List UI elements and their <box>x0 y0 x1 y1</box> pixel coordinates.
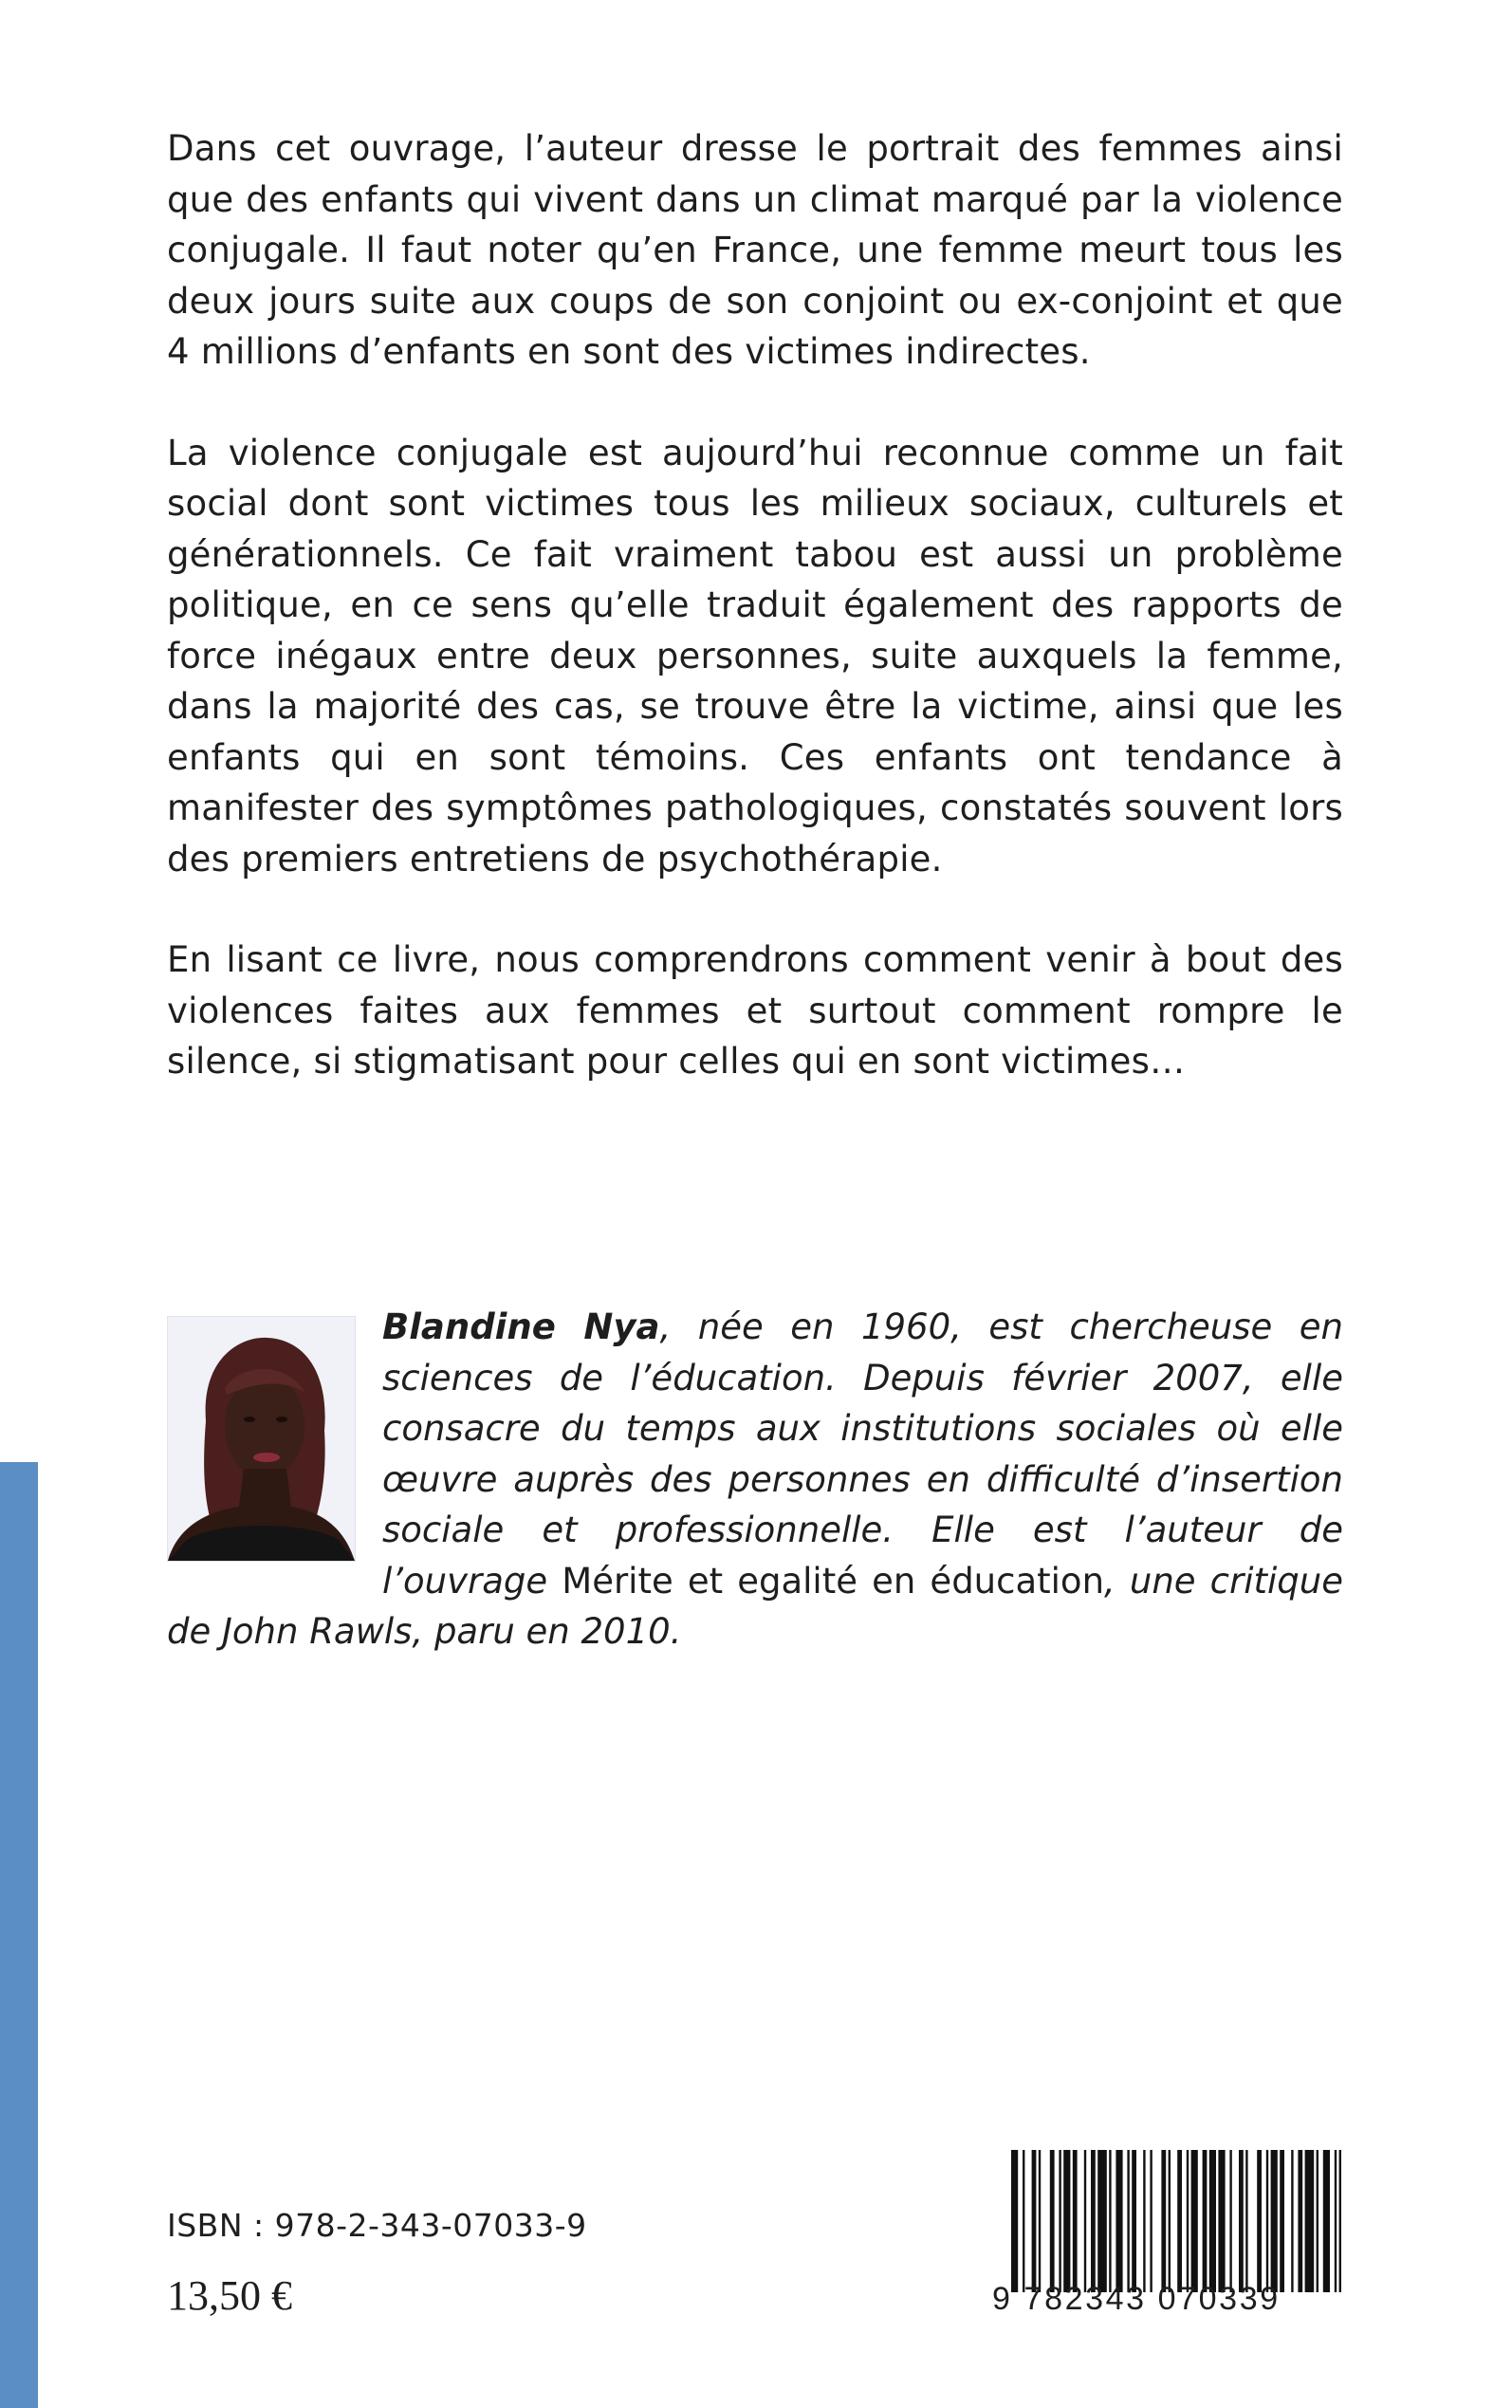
author-previous-book-title: Mérite et egalité en éducation <box>562 1560 1105 1602</box>
barcode-bar <box>1059 2150 1060 2292</box>
barcode-bar <box>1203 2150 1208 2292</box>
barcode-bar <box>1245 2150 1247 2292</box>
barcode-bar <box>1339 2150 1341 2292</box>
barcode-bar <box>1305 2150 1315 2292</box>
barcode-bar <box>1271 2150 1278 2292</box>
author-name: Blandine Nya <box>382 1306 660 1347</box>
barcode-bar <box>1323 2150 1330 2292</box>
barcode-bar <box>1109 2150 1111 2292</box>
author-portrait-image <box>168 1317 355 1561</box>
author-bio-text: , née en 1960, est chercheuse en sciences de l’éducation. Depuis février 2007, elle consacre du temps aux institutions sociales où elle œuvre auprès des personnes en difficulté d’insertion sociale et professionnelle. Elle est l’auteur de l’ouvrage <box>382 1306 1343 1602</box>
barcode-bar <box>1266 2150 1268 2292</box>
barcode-bar <box>1150 2150 1152 2292</box>
barcode-bar <box>1127 2150 1129 2292</box>
author-bio <box>167 1302 1343 1658</box>
barcode-bar <box>1291 2150 1293 2292</box>
barcode-bar <box>1132 2150 1136 2292</box>
barcode-bar <box>1257 2150 1262 2292</box>
barcode-bar <box>1039 2150 1041 2292</box>
barcode-bar <box>1091 2150 1096 2292</box>
summary-paragraph-3: En lisant ce livre, nous comprendrons comment venir à bout des violences faites aux femmes et surtout comment rompre le silence, si stigmatisant pour celles qui en sont victimes… <box>167 939 1343 1082</box>
isbn: ISBN : 978-2-343-07033-9 <box>167 2207 587 2244</box>
price: 13,50 € <box>167 2272 292 2319</box>
barcode-bar <box>1187 2150 1189 2292</box>
barcode-bar <box>1116 2150 1122 2292</box>
author-bio-text-end: , une critique de John Rawls, paru en 2010. <box>167 1560 1344 1652</box>
barcode-bar <box>1280 2150 1284 2292</box>
blue-side-stripe <box>0 1462 38 2408</box>
barcode-bar <box>1032 2150 1037 2292</box>
barcode-bar <box>1218 2150 1225 2292</box>
barcode-bar <box>1023 2150 1024 2292</box>
barcode-bar <box>1169 2150 1171 2292</box>
barcode-bar <box>1073 2150 1078 2292</box>
barcode-bar <box>1191 2150 1198 2292</box>
summary-paragraph-2: La violence conjugale est aujourd’hui reconnue comme un fait social dont sont victimes tous les milieux sociaux, culturels et générationnels. Ce fait vraiment tabou est aussi un problème politique, en ce sens qu’elle traduit également des rapports de force inégaux entre deux personnes, suite auxquels la femme, dans la majorité des cas, se trouve être la victime, ainsi que les enfants qui en sont témoins. Ces enfants ont tendance à manifester des symptômes pathologiques, constatés souvent lors des premiers entretiens de psychothérapie. <box>167 432 1343 880</box>
author-photo <box>167 1316 356 1562</box>
barcode-image <box>1009 2150 1343 2292</box>
barcode-digits: 9 782343 070339 <box>992 2281 1281 2317</box>
barcode-bar <box>1317 2150 1318 2292</box>
barcode-bar <box>1143 2150 1145 2292</box>
barcode-bar <box>1229 2150 1231 2292</box>
barcode-bar <box>1161 2150 1166 2292</box>
barcode-bar <box>1298 2150 1302 2292</box>
back-cover-summary <box>167 123 1343 1138</box>
barcode-bar <box>1209 2150 1216 2292</box>
barcode-bar <box>1011 2150 1018 2292</box>
barcode-bar <box>1063 2150 1070 2292</box>
barcode-bar <box>1335 2150 1337 2292</box>
barcode-bar <box>1239 2150 1244 2292</box>
barcode-bar <box>1177 2150 1182 2292</box>
barcode-bar <box>1084 2150 1086 2292</box>
barcode-bar <box>1097 2150 1107 2292</box>
summary-paragraph-1: Dans cet ouvrage, l’auteur dresse le portrait des femmes ainsi que des enfants qui vivent dans un climat marqué par la violence conjugale. Il faut noter qu’en France, une femme meurt tous les deux jours suite aux coups de son conjoint ou ex-conjoint et que 4 millions d’enfants en sont des victimes indirectes. <box>167 128 1343 372</box>
barcode-bar <box>1050 2150 1055 2292</box>
